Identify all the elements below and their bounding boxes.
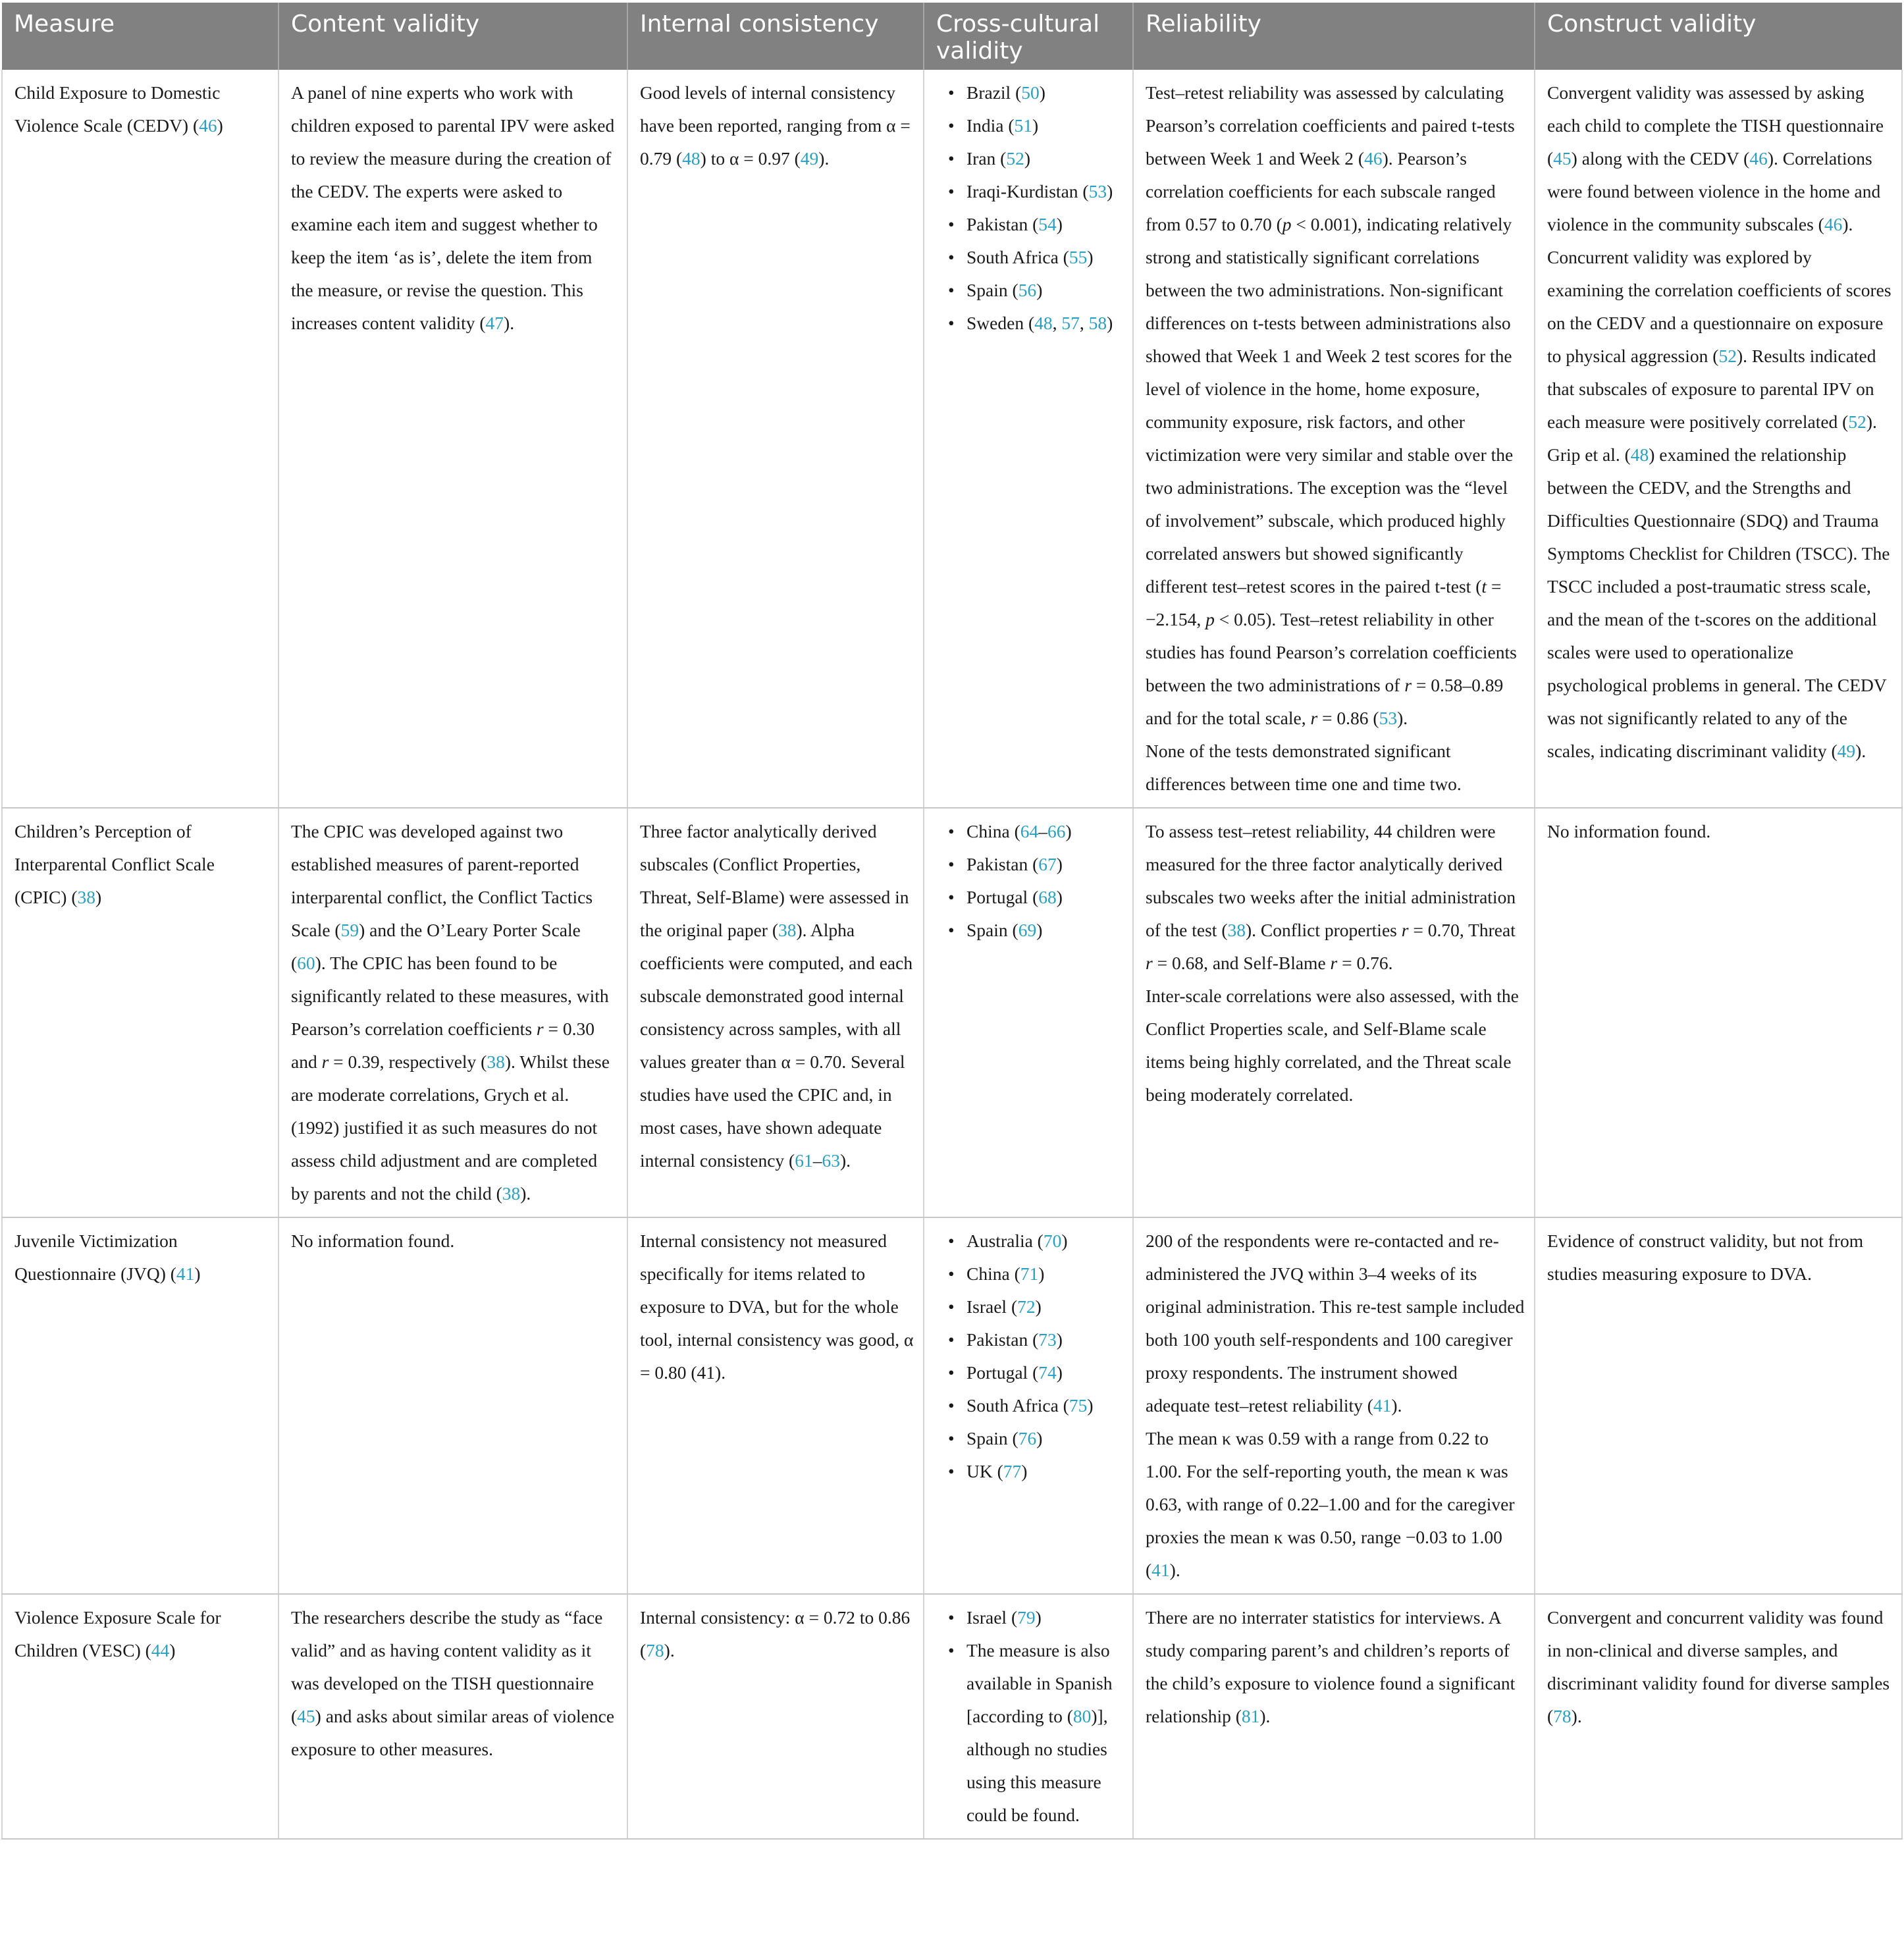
text-run: Inter-scale correlations were also assessed, with the Conflict Properties scale, and Self-Blame scale items being highly correlated, and the Threat scale being moderately correlated.	[1146, 986, 1519, 1105]
paragraph	[1547, 241, 1892, 438]
text-run: ) to α = 0.97 (	[700, 148, 801, 169]
paragraph	[1146, 815, 1525, 980]
citation-link[interactable]: 72	[1017, 1296, 1036, 1317]
citation-link[interactable]: 56	[1018, 280, 1037, 300]
text-run: ).	[1855, 741, 1866, 761]
text-run: There are no interrater statistics for interviews. A study comparing parent’s and children’s reports of the child’s exposure to violence found a significant relationship (	[1146, 1607, 1516, 1726]
content-validity-cell	[278, 808, 627, 1217]
reliability-cell	[1133, 808, 1535, 1217]
header-construct-validity: Construct validity	[1535, 3, 1902, 70]
content-validity-cell	[278, 70, 627, 808]
content-validity-cell	[278, 1594, 627, 1839]
text-run: The researchers describe the study as “face valid” and as having content validity as it was developed on the TISH questionnaire (	[291, 1607, 603, 1726]
citation-link[interactable]: 58	[1088, 313, 1107, 333]
citation-link[interactable]: 59	[340, 920, 359, 940]
text-run: Pakistan (	[966, 854, 1039, 874]
citation-link[interactable]: 52	[1848, 411, 1866, 432]
italic-symbol: r	[1404, 675, 1412, 695]
text-run: Grip et al. (	[1547, 444, 1631, 465]
italic-symbol: r	[321, 1051, 329, 1072]
text-run: )	[1056, 1329, 1063, 1350]
text-run: = 0.86 (	[1317, 708, 1379, 728]
text-run: Israel (	[966, 1607, 1018, 1628]
text-run: Convergent and concurrent validity was found in non-clinical and diverse samples, and discriminant validity found for diverse samples (	[1547, 1607, 1890, 1726]
citation-link[interactable]: 76	[1018, 1428, 1037, 1448]
citation-link[interactable]: 41	[1151, 1560, 1170, 1580]
text-run: = 0.30 and	[291, 1019, 595, 1072]
text-run: )	[1036, 920, 1043, 940]
country-list	[936, 76, 1123, 340]
internal-consistency-cell	[627, 808, 924, 1217]
citation-link[interactable]: 63	[822, 1150, 840, 1171]
measure-cell	[2, 1217, 278, 1594]
citation-link[interactable]: 48	[1034, 313, 1053, 333]
header-reliability: Reliability	[1133, 3, 1535, 70]
text-run: )	[1021, 1461, 1028, 1481]
text-run: ). Correlations were found between violence in the home and violence in the community subscales (	[1547, 148, 1881, 234]
text-run: ).	[1391, 1395, 1402, 1416]
paragraph	[1547, 815, 1892, 848]
citation-link[interactable]: 53	[1088, 181, 1107, 201]
header-internal-consistency: Internal consistency	[627, 3, 924, 70]
italic-symbol: r	[1146, 953, 1153, 973]
text-run: )	[95, 887, 102, 907]
citation-link[interactable]: 48	[1630, 444, 1649, 465]
citation-link[interactable]: 75	[1069, 1395, 1088, 1416]
citation-link[interactable]: 46	[1824, 214, 1843, 234]
citation-link[interactable]: 70	[1043, 1231, 1062, 1251]
list-item	[966, 274, 1123, 307]
country-list	[936, 1225, 1123, 1488]
header-content-validity: Content validity	[278, 3, 627, 70]
paragraph	[1146, 1601, 1525, 1733]
validity-table	[1, 3, 1903, 1840]
text-run: ). Whilst these are moderate correlations, Grych et al. (1992) justified it as such measures do not assess child adjustment and are completed by parents and not the child (	[291, 1051, 610, 1204]
internal-consistency-cell	[627, 1217, 924, 1594]
text-run: )	[1036, 1428, 1043, 1448]
text-run: The CPIC was developed against two established measures of parent-reported interparental conflict, the Conflict Tactics Scale (	[291, 821, 593, 940]
text-run: ) examined the relationship between the CEDV, and the Strengths and Difficulties Questionnaire (SDQ) and Trauma Symptoms Checklist for Children (TSCC). The TSCC included a post-traumatic stress scale, and the mean of the t-scores on the additional scales were used to operationalize psychological problems in general. The CEDV was not significantly related to any of the scales, indicating discriminant validity (	[1547, 444, 1890, 761]
citation-link[interactable]: 55	[1069, 247, 1088, 267]
list-item	[966, 1323, 1123, 1356]
text-run: < 0.001), indicating relatively strong and statistically significant correlations between the two administrations. Non-significant differences on t-tests between administrations also showed that Week 1 and Week 2 test scores for the level of violence in the home, home exposure, community exposure, risk factors, and other victimization were very similar and stable over the two administrations. The exception was the “level of involvement” subscale, which produced highly correlated answers but showed significantly different test–retest scores in the paired t-test (	[1146, 214, 1514, 597]
citation-link[interactable]: 66	[1047, 821, 1066, 841]
text-run: Concurrent validity was explored by examining the correlation coefficients of scores on the CEDV and a questionnaire on exposure to physical aggression (	[1547, 247, 1891, 366]
text-run: ).	[520, 1183, 531, 1204]
citation-link[interactable]: 79	[1017, 1607, 1036, 1628]
text-run: China (	[966, 821, 1020, 841]
text-run: India (	[966, 115, 1015, 136]
citation-link[interactable]: 52	[1718, 346, 1737, 366]
text-run: )	[1038, 1263, 1045, 1284]
text-run: ).	[1259, 1706, 1271, 1726]
text-run: Brazil (	[966, 82, 1022, 103]
text-run: )	[194, 1263, 201, 1284]
text-run: ).	[504, 313, 515, 333]
text-run: )	[1035, 1296, 1042, 1317]
text-run: )	[217, 115, 223, 136]
citation-link[interactable]: 81	[1241, 1706, 1260, 1726]
citation-link[interactable]: 38	[1227, 920, 1246, 940]
reliability-cell	[1133, 70, 1535, 808]
text-run: Iraqi-Kurdistan (	[966, 181, 1089, 201]
construct-validity-cell	[1535, 70, 1902, 808]
construct-validity-cell	[1535, 1217, 1902, 1594]
citation-link[interactable]: 47	[485, 313, 504, 333]
list-item	[966, 881, 1123, 914]
paragraph	[1547, 1601, 1892, 1733]
internal-consistency-cell	[627, 70, 924, 808]
text-run: ). Results indicated that subscales of exposure to parental IPV on each measure were positively correlated (	[1547, 346, 1876, 432]
citation-link[interactable]: 46	[1364, 148, 1383, 169]
list-item	[966, 815, 1123, 848]
table-row	[2, 1594, 1902, 1839]
text-run: < 0.05). Test–retest reliability in other studies has found Pearson’s correlation coefficients between the two administrations of	[1146, 609, 1517, 695]
text-run: South Africa (	[966, 1395, 1069, 1416]
text-run: )	[1087, 1395, 1094, 1416]
text-run: Spain (	[966, 920, 1018, 940]
cross-cultural-cell	[924, 1594, 1133, 1839]
list-item	[966, 1422, 1123, 1455]
table-row	[2, 1217, 1902, 1594]
text-run: South Africa (	[966, 247, 1069, 267]
list-item	[966, 142, 1123, 175]
citation-link[interactable]: 80	[1072, 1706, 1092, 1726]
paragraph	[1547, 438, 1892, 768]
text-run: )	[169, 1640, 176, 1660]
citation-link[interactable]: 57	[1061, 313, 1080, 333]
text-run: )	[1065, 821, 1072, 841]
text-run: Pakistan (	[966, 214, 1039, 234]
text-run: ). Alpha coefficients were computed, and each subscale demonstrated good internal consistency across samples, with all values greater than α = 0.70. Several studies have used the CPIC and, in most cases, have shown adequate internal consistency (	[640, 920, 913, 1171]
text-run: )	[1056, 214, 1063, 234]
cross-cultural-cell	[924, 70, 1133, 808]
text-run: Internal consistency not measured specifically for items related to exposure to DVA, but for the whole tool, internal consistency was good, α = 0.80 (41).	[640, 1231, 914, 1383]
text-run: 200 of the respondents were re-contacted and re-administered the JVQ within 3–4 weeks of its original administration. This re-test sample included both 100 youth self-respondents and 100 caregiver proxy respondents. The instrument showed adequate test–retest reliability (	[1146, 1231, 1525, 1416]
text-run: = 0.68, and Self-Blame	[1152, 953, 1331, 973]
text-run: ).	[839, 1150, 851, 1171]
internal-consistency-cell	[627, 1594, 924, 1839]
text-run: To assess test–retest reliability, 44 children were measured for the three factor analytically derived subscales two weeks after the initial administration of the test (	[1146, 821, 1516, 940]
table-row	[2, 70, 1902, 808]
list-item	[966, 1634, 1123, 1832]
text-run: The mean κ was 0.59 with a range from 0.22 to 1.00. For the self-reporting youth, the mean κ was 0.63, with range of 0.22–1.00 and for the caregiver proxies the mean κ was 0.50, range −0.03 to 1.00 (	[1146, 1428, 1515, 1580]
table-body	[2, 70, 1902, 1839]
text-run: )	[1107, 313, 1113, 333]
italic-symbol: t	[1481, 576, 1487, 597]
citation-link[interactable]: 53	[1379, 708, 1398, 728]
text-run: ). Pearson’s correlation coefficients for each subscale ranged from 0.57 to 0.70 (	[1146, 148, 1496, 234]
content-validity-cell	[278, 1217, 627, 1594]
text-run: = 0.76.	[1337, 953, 1393, 973]
citation-link[interactable]: 38	[778, 920, 797, 940]
text-run: –	[812, 1150, 822, 1171]
text-run: Portugal (	[966, 887, 1039, 907]
text-run: Convergent validity was assessed by asking each child to complete the TISH questionnaire (	[1547, 82, 1884, 169]
citation-link[interactable]: 52	[1006, 148, 1024, 169]
italic-symbol: r	[536, 1019, 544, 1039]
citation-link[interactable]: 78	[646, 1640, 664, 1660]
measure-cell	[2, 808, 278, 1217]
italic-symbol: p	[1205, 609, 1215, 629]
text-run: = 0.39, respectively (	[329, 1051, 487, 1072]
text-run: A panel of nine experts who work with children exposed to parental IPV were asked to review the measure during the creation of the CEDV. The experts were asked to examine each item and suggest whether to keep the item ‘as is’, delete the item from the measure, or revise the question. This increases content validity (	[291, 82, 615, 333]
table-row	[2, 808, 1902, 1217]
text-run: )	[1061, 1231, 1068, 1251]
text-run: )	[1039, 82, 1045, 103]
text-run: No information found.	[1547, 821, 1711, 841]
list-item	[966, 1225, 1123, 1258]
text-run: Good levels of internal consistency have been reported, ranging from α = 0.79 (	[640, 82, 911, 169]
country-list	[936, 815, 1123, 947]
paragraph	[1547, 1225, 1892, 1290]
text-run: ). Conflict properties	[1245, 920, 1402, 940]
text-run: The measure is also available in Spanish [according to (	[966, 1640, 1113, 1726]
citation-link[interactable]: 38	[487, 1051, 505, 1072]
header-measure: Measure	[2, 3, 278, 70]
text-run: )	[1024, 148, 1030, 169]
text-run: Iran (	[966, 148, 1007, 169]
text-run: )	[1056, 854, 1063, 874]
paragraph	[1146, 735, 1525, 801]
citation-link[interactable]: 74	[1038, 1362, 1057, 1383]
header-row	[2, 3, 1902, 70]
text-run: Sweden (	[966, 313, 1035, 333]
text-run: Children’s Perception of Interparental Conflict Scale (CPIC) (	[14, 821, 215, 907]
cross-cultural-cell	[924, 1217, 1133, 1594]
text-run: Australia (	[966, 1231, 1044, 1251]
citation-link[interactable]: 78	[1553, 1706, 1572, 1726]
text-run: = 0.58–0.89 and for the total scale,	[1146, 675, 1504, 728]
paragraph	[1146, 1422, 1525, 1587]
citation-link[interactable]: 64	[1020, 821, 1039, 841]
list-item	[966, 208, 1123, 241]
text-run: ).	[818, 148, 830, 169]
citation-link[interactable]: 46	[1749, 148, 1768, 169]
list-item	[966, 1290, 1123, 1323]
citation-link[interactable]: 48	[682, 148, 701, 169]
citation-link[interactable]: 41	[1373, 1395, 1392, 1416]
list-item	[966, 1455, 1123, 1488]
citation-link[interactable]: 68	[1038, 887, 1057, 907]
list-item	[966, 175, 1123, 208]
list-item	[966, 1601, 1123, 1634]
text-run: )	[1036, 280, 1043, 300]
italic-symbol: r	[1310, 708, 1318, 728]
text-run: )], although no studies using this measure could be found.	[966, 1706, 1108, 1825]
text-run: Pakistan (	[966, 1329, 1039, 1350]
citation-link[interactable]: 38	[502, 1183, 521, 1204]
text-run: )	[1107, 181, 1113, 201]
list-item	[966, 109, 1123, 142]
list-item	[966, 76, 1123, 109]
text-run: )	[1056, 1362, 1063, 1383]
construct-validity-cell	[1535, 808, 1902, 1217]
citation-link[interactable]: 49	[1837, 741, 1856, 761]
text-run: )	[1035, 1607, 1042, 1628]
text-run: –	[1038, 821, 1047, 841]
citation-link[interactable]: 46	[199, 115, 217, 136]
list-item	[966, 307, 1123, 340]
text-run: )	[1087, 247, 1094, 267]
text-run: ,	[1079, 313, 1089, 333]
text-run: ).	[664, 1640, 675, 1660]
italic-symbol: p	[1282, 214, 1292, 234]
text-run: Child Exposure to Domestic Violence Scale (CEDV) (	[14, 82, 221, 136]
text-run: )	[1032, 115, 1039, 136]
citation-link[interactable]: 67	[1038, 854, 1057, 874]
citation-link[interactable]: 69	[1018, 920, 1037, 940]
text-run: Three factor analytically derived subscales (Conflict Properties, Threat, Self-Blame) were assessed in the original paper (	[640, 821, 909, 940]
text-run: ) and asks about similar areas of violence exposure to other measures.	[291, 1706, 615, 1759]
measure-cell	[2, 1594, 278, 1839]
list-item	[966, 1356, 1123, 1389]
text-run: China (	[966, 1263, 1020, 1284]
text-run: ).	[1866, 411, 1877, 432]
text-run: Spain (	[966, 280, 1018, 300]
measure-cell	[2, 70, 278, 808]
list-item	[966, 848, 1123, 881]
reliability-cell	[1133, 1217, 1535, 1594]
text-run: = 0.70, Threat	[1408, 920, 1516, 940]
citation-link[interactable]: 45	[297, 1706, 315, 1726]
text-run: Violence Exposure Scale for Children (VESC) (	[14, 1607, 221, 1660]
text-run: Spain (	[966, 1428, 1018, 1448]
text-run: Juvenile Victimization Questionnaire (JVQ) (	[14, 1231, 178, 1284]
paragraph	[1146, 1225, 1525, 1422]
text-run: Test–retest reliability was assessed by calculating Pearson’s correlation coefficients and paired t-tests between Week 1 and Week 2 (	[1146, 82, 1515, 169]
text-run: Israel (	[966, 1296, 1018, 1317]
text-run: = −2.154,	[1146, 576, 1502, 629]
citation-link[interactable]: 71	[1020, 1263, 1039, 1284]
citation-link[interactable]: 45	[1553, 148, 1572, 169]
text-run: ) and the O’Leary Porter Scale (	[291, 920, 581, 973]
text-run: Evidence of construct validity, but not from studies measuring exposure to DVA.	[1547, 1231, 1864, 1284]
list-item	[966, 914, 1123, 947]
header-cross-cultural-validity: Cross-cultural validity	[924, 3, 1133, 70]
italic-symbol: r	[1330, 953, 1338, 973]
citation-link[interactable]: 38	[77, 887, 95, 907]
citation-link[interactable]: 73	[1038, 1329, 1057, 1350]
paragraph	[1146, 980, 1525, 1111]
citation-link[interactable]: 51	[1014, 115, 1033, 136]
list-item	[966, 1258, 1123, 1290]
text-run: ).	[1397, 708, 1408, 728]
text-run: ). The CPIC has been found to be significantly related to these measures, with Pearson’s correlation coefficients	[291, 953, 609, 1039]
citation-link[interactable]: 61	[795, 1150, 813, 1171]
country-list	[936, 1601, 1123, 1832]
reliability-cell	[1133, 1594, 1535, 1839]
text-run: ) along with the CEDV (	[1571, 148, 1750, 169]
text-run: ).	[1842, 214, 1853, 234]
paragraph	[1547, 76, 1892, 241]
citation-link[interactable]: 41	[176, 1263, 195, 1284]
citation-link[interactable]: 77	[1003, 1461, 1022, 1481]
citation-link[interactable]: 49	[800, 148, 819, 169]
text-run: None of the tests demonstrated significant differences between time one and time two.	[1146, 741, 1462, 794]
cross-cultural-cell	[924, 808, 1133, 1217]
text-run: ).	[1169, 1560, 1180, 1580]
citation-link[interactable]: 54	[1038, 214, 1057, 234]
text-run: No information found.	[291, 1231, 455, 1251]
list-item	[966, 1389, 1123, 1422]
citation-link[interactable]: 44	[151, 1640, 170, 1660]
text-run: )	[1056, 887, 1063, 907]
list-item	[966, 241, 1123, 274]
text-run: UK (	[966, 1461, 1003, 1481]
italic-symbol: r	[1401, 920, 1409, 940]
text-run: ).	[1571, 1706, 1582, 1726]
citation-link[interactable]: 60	[297, 953, 315, 973]
citation-link[interactable]: 50	[1021, 82, 1040, 103]
construct-validity-cell	[1535, 1594, 1902, 1839]
text-run: ,	[1052, 313, 1062, 333]
text-run: Portugal (	[966, 1362, 1039, 1383]
text-run: Internal consistency: α = 0.72 to 0.86 (	[640, 1607, 911, 1660]
paragraph	[1146, 76, 1525, 735]
